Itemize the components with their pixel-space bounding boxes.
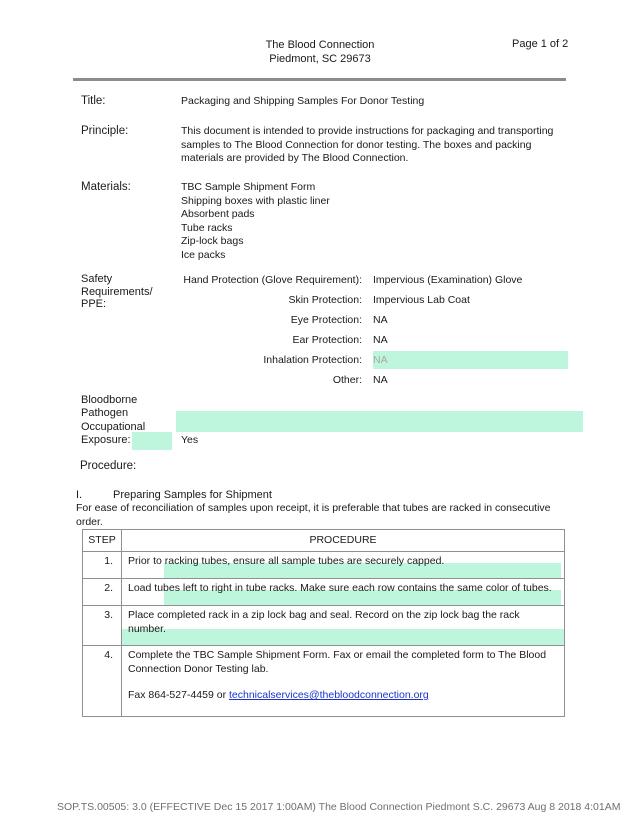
ppe-key: Ear Protection: [292, 334, 362, 346]
step-text: Complete the TBC Sample Shipment Form. Fax or email the completed form to The Blood Connection Donor Testing lab. [128, 649, 547, 675]
ppe-key: Inhalation Protection: [263, 354, 362, 366]
safety-label [81, 273, 153, 311]
principle-label: Principle: [81, 125, 129, 137]
procedure-intro [76, 502, 551, 529]
step-cell [122, 552, 565, 579]
fax-text: Fax 864-527-4459 or [128, 689, 229, 701]
bloodborne-label-line: Pathogen [81, 407, 129, 420]
step-number: 2. [83, 579, 122, 606]
document-title: Packaging and Shipping Samples For Donor Testing [181, 95, 425, 107]
ppe-row-inhalation [175, 352, 568, 370]
materials-item: Absorbent pads [181, 208, 255, 220]
email-link[interactable]: technicalservices@thebloodconnection.org [228, 689, 429, 701]
ppe-value: Impervious (Examination) Glove [373, 274, 523, 286]
ppe-value: NA [373, 314, 388, 326]
step-cell [122, 579, 565, 606]
safety-label-line: Requirements/ [81, 285, 153, 298]
ppe-value: NA [373, 334, 388, 346]
table-row [83, 579, 565, 606]
ppe-key: Eye Protection: [290, 314, 362, 326]
bloodborne-value: Yes [181, 434, 199, 446]
ppe-value: NA [373, 374, 388, 386]
step-number: 4. [83, 646, 122, 717]
step-number: 1. [83, 552, 122, 579]
section-title: Preparing Samples for Shipment [113, 489, 272, 501]
materials-item: Shipping boxes with plastic liner [181, 194, 330, 207]
header-org-name: The Blood Connection [265, 39, 375, 51]
ppe-row-ear [175, 332, 568, 350]
ppe-row-hand [175, 272, 568, 290]
ppe-key: Other: [332, 374, 362, 386]
ppe-value: NA [373, 354, 388, 366]
ppe-key: Hand Protection (Glove Requirement): [183, 274, 362, 286]
step-cell [122, 646, 565, 717]
ppe-row-skin [175, 292, 568, 310]
principle-text [181, 125, 553, 166]
bloodborne-label [81, 394, 145, 447]
table-row [83, 606, 565, 646]
header-divider [73, 78, 566, 81]
fax-line [128, 689, 558, 701]
header-step: STEP [83, 530, 122, 552]
page-indicator: Page 1 of 2 [512, 38, 569, 50]
ppe-row-eye [175, 312, 568, 330]
materials-item: Zip-lock bags [181, 235, 244, 247]
header-org-block [240, 38, 400, 66]
step-text: Place completed rack in a zip lock bag and seal. Record on the zip lock bag the rack number. [128, 609, 520, 635]
bloodborne-highlight [176, 411, 583, 432]
bloodborne-label-line: Exposure: [81, 433, 131, 446]
procedure-table [82, 529, 565, 717]
materials-item: Tube racks [181, 221, 233, 234]
bloodborne-label-line: Occupational [81, 420, 146, 433]
step-text: Load tubes left to right in tube racks. Make sure each row contains the same color of tubes. [128, 582, 552, 594]
intro-line: For ease of reconciliation of samples upon receipt, it is preferable that tubes are racked in consecutive [76, 502, 551, 514]
table-row [83, 552, 565, 579]
document-footer: SOP.TS.00505: 3.0 (EFFECTIVE Dec 15 2017 1:00AM) The Blood Connection Piedmont S.C. 29673 Aug 8 2018 4:01AM [57, 801, 621, 813]
header-org-location: Piedmont, SC 29673 [269, 53, 371, 65]
materials-item: Ice packs [181, 248, 226, 261]
ppe-key: Skin Protection: [288, 294, 362, 306]
safety-label-line: Safety [81, 273, 113, 285]
materials-item: TBC Sample Shipment Form [181, 181, 316, 193]
section-heading [76, 489, 272, 501]
step-number: 3. [83, 606, 122, 646]
table-header-row [83, 530, 565, 552]
safety-label-line: PPE: [81, 298, 107, 310]
principle-line: samples to The Blood Connection for donor testing. The boxes and packing [181, 138, 532, 151]
header-procedure: PROCEDURE [122, 530, 565, 552]
materials-list [181, 181, 330, 262]
bloodborne-label-line: Bloodborne [81, 394, 138, 406]
intro-line: order. [76, 515, 103, 528]
principle-line: This document is intended to provide instructions for packaging and transporting [181, 125, 554, 137]
title-label: Title: [81, 95, 106, 107]
section-number: I. [76, 489, 83, 501]
ppe-row-other [175, 372, 568, 390]
materials-label: Materials: [81, 181, 131, 193]
table-row [83, 646, 565, 717]
procedure-label: Procedure: [80, 460, 137, 472]
step-cell [122, 606, 565, 646]
principle-line: materials are provided by The Blood Connection. [181, 152, 409, 164]
ppe-value: Impervious Lab Coat [373, 294, 470, 306]
step-text: Prior to racking tubes, ensure all sample tubes are securely capped. [128, 555, 445, 567]
